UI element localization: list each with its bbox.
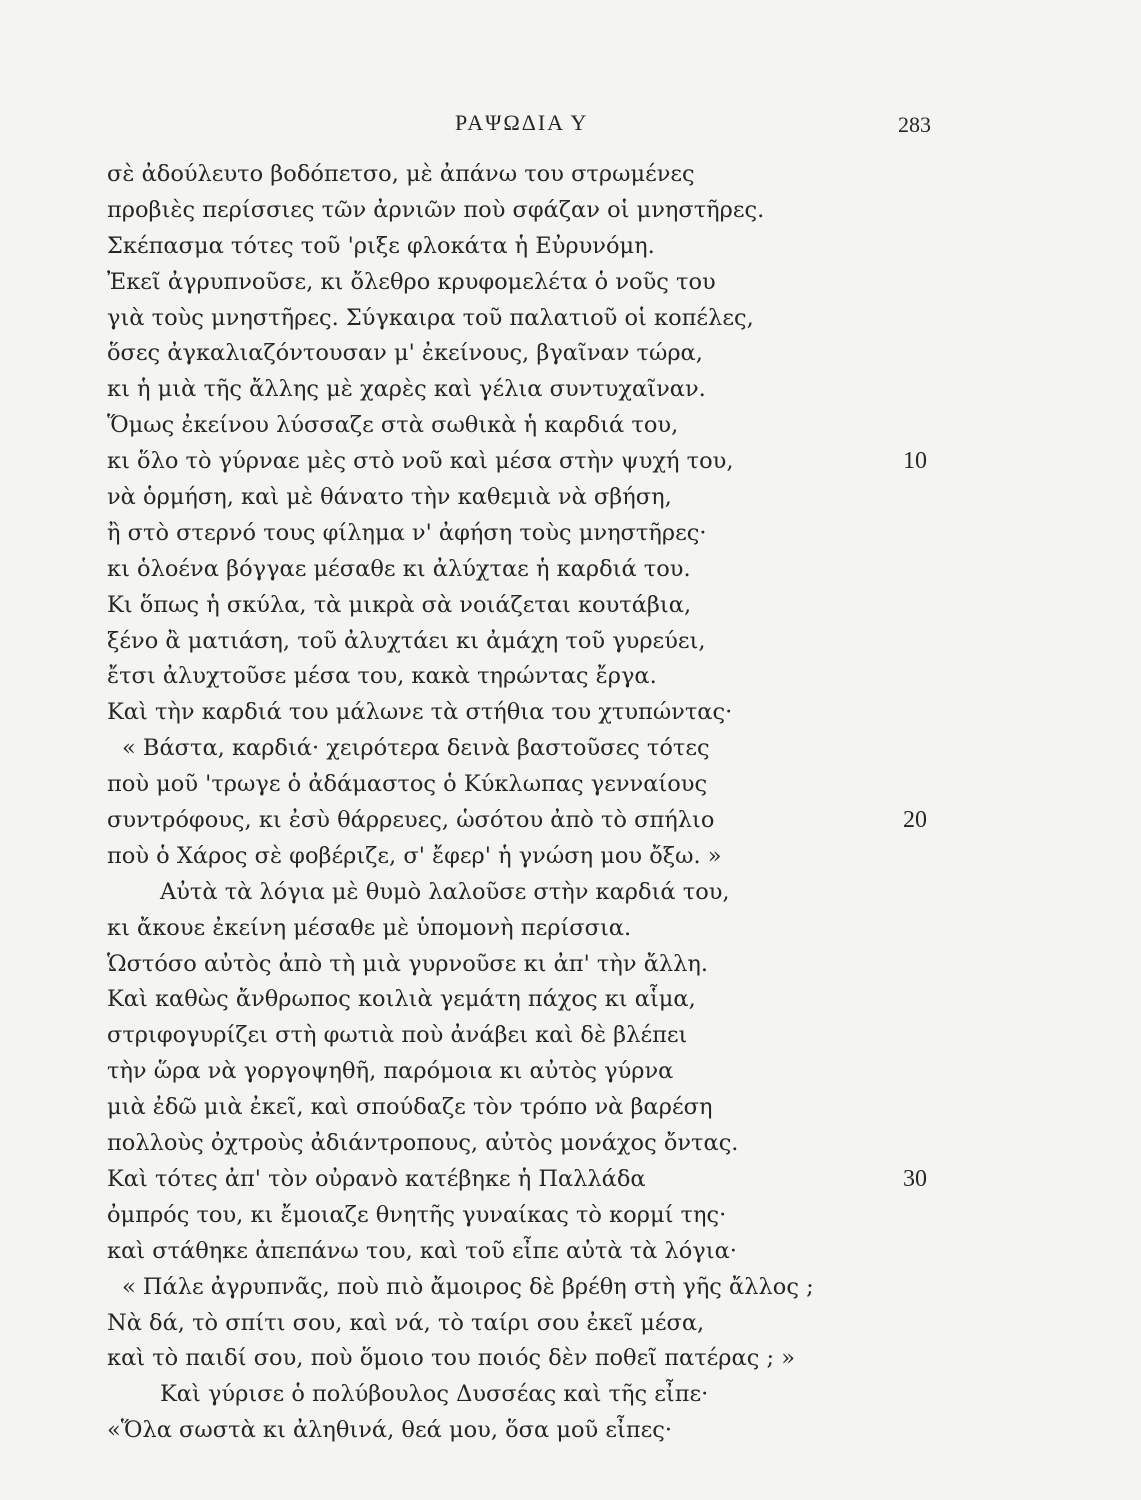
- verse-line: [0, 265, 1141, 301]
- verse-line: [0, 947, 1141, 983]
- running-head: [0, 110, 1141, 142]
- verse-text: « Πάλε ἀγρυπνᾶς, ποὺ πιὸ ἄμοιρος δὲ βρέθη στὴ γῆς ἄλλος ;: [122, 1273, 814, 1300]
- verse-text: κι ἡ μιὰ τῆς ἄλλης μὲ χαρὲς καὶ γέλια συντυχαῖναν.: [107, 376, 706, 403]
- verse-line: [0, 1413, 1141, 1449]
- verse-text: Ἐκεῖ ἀγρυπνοῦσε, κι ὄλεθρο κρυφομελέτα ὁ νοῦς του: [107, 268, 716, 295]
- verse-line: [0, 229, 1141, 265]
- verse-text: Καὶ καθὼς ἄνθρωπος κοιλιὰ γεμάτη πάχος κι αἷμα,: [107, 986, 696, 1013]
- verse-line: [0, 1198, 1141, 1234]
- verse-line: [0, 157, 1141, 193]
- verse-text: κι ὁλοένα βόγγαε μέσαθε κι ἀλύχταε ἡ καρδιά του.: [107, 555, 691, 582]
- verse-text: ποὺ ὁ Χάρος σὲ φοβέριζε, σ' ἔφερ' ἡ γνώση μου ὄξω. »: [107, 842, 722, 869]
- verse-text: πολλοὺς ὀχτροὺς ἀδιάντροπους, αὐτὸς μονάχος ὄντας.: [107, 1130, 739, 1157]
- verse-text: Νὰ δά, τὸ σπίτι σου, καὶ νά, τὸ ταίρι σου ἐκεῖ μέσα,: [107, 1309, 705, 1336]
- verse-line: [0, 1090, 1141, 1126]
- verse-line: [0, 1054, 1141, 1090]
- verse-line: [0, 1306, 1141, 1342]
- verse-line: [0, 911, 1141, 947]
- verse-text: ἔτσι ἀλυχτοῦσε μέσα του, κακὰ τηρώντας ἔργα.: [107, 663, 657, 690]
- verse-line: [0, 1341, 1141, 1377]
- verse-line: [0, 695, 1141, 731]
- verse-line: [0, 659, 1141, 695]
- verse-text: τὴν ὥρα νὰ γοργοψηθῆ, παρόμοια κι αὐτὸς γύρνα: [107, 1058, 674, 1085]
- verse-text: ἢ στὸ στερνό τους φίλημα ν' ἀφήση τοὺς μνηστῆρες·: [107, 519, 707, 546]
- verse-line: [0, 767, 1141, 803]
- verse-text: Καὶ τότες ἀπ' τὸν οὐρανὸ κατέβηκε ἡ Παλλάδα: [107, 1165, 646, 1192]
- verse-line: [0, 193, 1141, 229]
- verse-line: [0, 516, 1141, 552]
- verse-line: [0, 803, 1141, 839]
- verse-text: καὶ τὸ παιδί σου, ποὺ ὅμοιο του ποιός δὲν ποθεῖ πατέρας ; »: [107, 1345, 795, 1372]
- verse-line: [0, 1018, 1141, 1054]
- verse-text: μιὰ ἐδῶ μιὰ ἐκεῖ, καὶ σπούδαζε τὸν τρόπο νὰ βαρέση: [107, 1094, 713, 1121]
- verse-line: [0, 444, 1141, 480]
- verse-text: νὰ ὁρμήση, καὶ μὲ θάνατο τὴν καθεμιὰ νὰ σβήση,: [107, 484, 672, 511]
- verse-text: ὀμπρός του, κι ἔμοιαζε θνητῆς γυναίκας τὸ κορμί της·: [107, 1201, 727, 1228]
- verse-text: Ὅμως ἐκείνου λύσσαζε στὰ σωθικὰ ἡ καρδιά του,: [107, 412, 679, 439]
- verse-text: « Βάστα, καρδιά· χειρότερα δεινὰ βαστοῦσες τότες: [122, 735, 710, 762]
- verse-line: [0, 552, 1141, 588]
- line-number: 10: [903, 448, 927, 475]
- verse-text: Σκέπασμα τότες τοῦ 'ριξε φλοκάτα ἡ Εὐρυνόμη.: [107, 232, 655, 259]
- verse-line: [0, 336, 1141, 372]
- verse-text: Καὶ τὴν καρδιά του μάλωνε τὰ στήθια του χτυπώντας·: [107, 699, 733, 726]
- verse-text: κι ἄκουε ἐκείνη μέσαθε μὲ ὑπομονὴ περίσσια.: [107, 914, 632, 941]
- page-number: 283: [898, 112, 931, 137]
- verse-text: Καὶ γύρισε ὁ πολύβουλος Δυσσέας καὶ τῆς εἶπε·: [160, 1381, 709, 1408]
- verse-text: στριφογυρίζει στὴ φωτιὰ ποὺ ἀνάβει καὶ δὲ βλέπει: [107, 1022, 688, 1049]
- verse-text: ποὺ μοῦ 'τρωγε ὁ ἀδάμαστος ὁ Κύκλωπας γενναίους: [107, 771, 708, 798]
- verse-text: ξένο ἂ ματιάση, τοῦ ἀλυχτάει κι ἀμάχη τοῦ γυρεύει,: [107, 627, 706, 654]
- line-number: 30: [903, 1165, 927, 1192]
- verse-line: [0, 839, 1141, 875]
- verse-line: [0, 875, 1141, 911]
- verse-text: Αὐτὰ τὰ λόγια μὲ θυμὸ λαλοῦσε στὴν καρδιά του,: [160, 878, 730, 905]
- verse-text: σὲ ἀδούλευτο βοδόπετσο, μὲ ἀπάνω του στρωμένες: [107, 161, 695, 187]
- verse-text: συντρόφους, κι ἐσὺ θάρρευες, ὡσότου ἀπὸ τὸ σπήλιο: [107, 807, 715, 834]
- verse-text: Ὡστόσο αὐτὸς ἀπὸ τὴ μιὰ γυρνοῦσε κι ἀπ' τὴν ἄλλη.: [107, 950, 709, 977]
- verse-line: [0, 408, 1141, 444]
- verse-text: καὶ στάθηκε ἀπεπάνω του, καὶ τοῦ εἶπε αὐτὰ τὰ λόγια·: [107, 1237, 737, 1264]
- verse-line: [0, 588, 1141, 624]
- line-number: 20: [903, 807, 927, 834]
- verse-text: «Ὅλα σωστὰ κι ἀληθινά, θεά μου, ὅσα μοῦ εἶπες·: [107, 1417, 673, 1444]
- verse-line: [0, 624, 1141, 660]
- verse-line: [0, 301, 1141, 337]
- verse-text: κι ὅλο τὸ γύρναε μὲς στὸ νοῦ καὶ μέσα στὴν ψυχή του,: [107, 448, 734, 475]
- verse-line: [0, 731, 1141, 767]
- verse-line: [0, 372, 1141, 408]
- verse-text: γιὰ τοὺς μνηστῆρες. Σύγκαιρα τοῦ παλατιοῦ οἱ κοπέλες,: [107, 304, 754, 331]
- verse-text: προβιὲς περίσσιες τῶν ἀρνιῶν ποὺ σφάζαν οἱ μνηστῆρες.: [107, 196, 765, 223]
- verse-text: ὅσες ἀγκαλιαζόντουσαν μ' ἐκείνους, βγαῖναν τώρα,: [107, 340, 703, 367]
- running-title: ΡΑΨΩΔΙΑ Υ: [455, 110, 589, 135]
- verse-block: [0, 157, 1141, 1457]
- verse-text: Κι ὅπως ἡ σκύλα, τὰ μικρὰ σὰ νοιάζεται κουτάβια,: [107, 591, 692, 618]
- verse-line: [0, 1234, 1141, 1270]
- verse-line: [0, 1270, 1141, 1306]
- verse-line: [0, 1162, 1141, 1198]
- verse-line: [0, 982, 1141, 1018]
- verse-line: [0, 1377, 1141, 1413]
- verse-line: [0, 480, 1141, 516]
- verse-line: [0, 1126, 1141, 1162]
